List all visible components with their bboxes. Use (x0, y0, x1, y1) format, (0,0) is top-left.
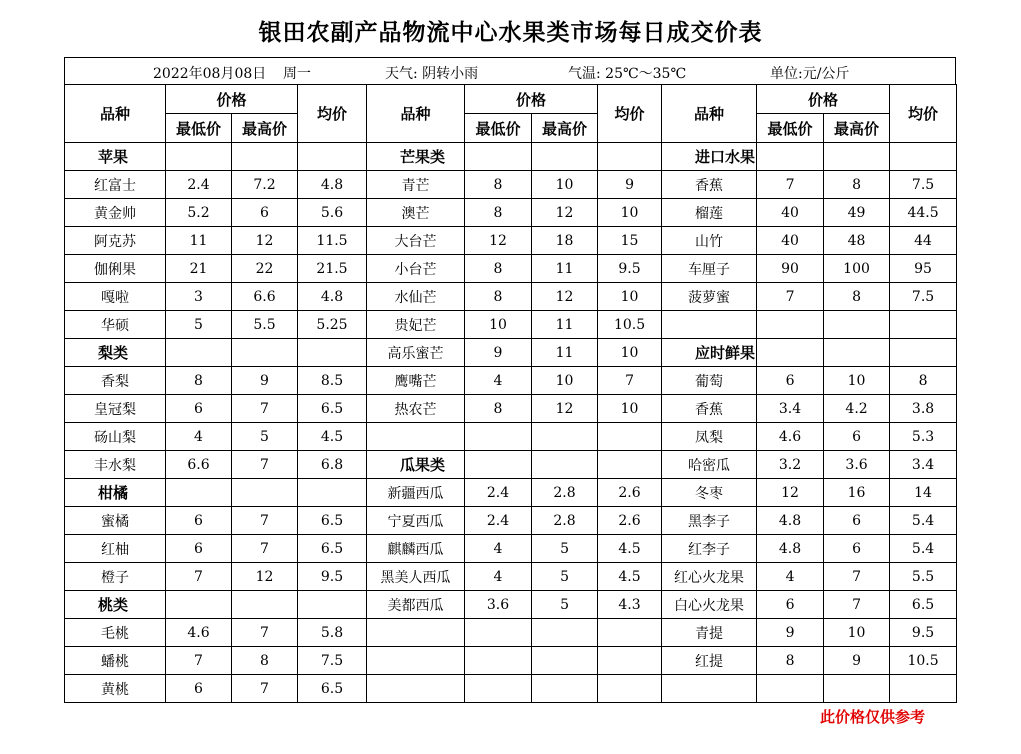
variety-cell: 红李子 (662, 535, 757, 563)
variety-cell: 蟠桃 (65, 647, 166, 675)
max-price-cell: 6 (824, 423, 890, 451)
min-price-cell: 3.6 (465, 591, 532, 619)
min-price-cell: 40 (757, 227, 824, 255)
variety-cell: 葡萄 (662, 367, 757, 395)
variety-cell: 丰水梨 (65, 451, 166, 479)
variety-cell: 鹰嘴芒 (367, 367, 465, 395)
table-row (65, 255, 957, 283)
table-row (65, 619, 957, 647)
max-price-cell: 5 (532, 563, 598, 591)
variety-cell: 橙子 (65, 563, 166, 591)
avg-price-cell (890, 311, 957, 339)
variety-cell: 黑美人西瓜 (367, 563, 465, 591)
avg-price-cell: 5.6 (298, 199, 367, 227)
max-price-cell (824, 339, 890, 367)
min-price-cell: 4 (465, 563, 532, 591)
min-price-cell: 3.2 (757, 451, 824, 479)
category-heading: 桃类 (65, 591, 166, 619)
min-price-cell: 21 (166, 255, 232, 283)
min-price-cell: 8 (465, 283, 532, 311)
min-price-cell (166, 591, 232, 619)
max-price-cell (532, 647, 598, 675)
avg-price-cell: 44 (890, 227, 957, 255)
avg-price-cell: 10.5 (598, 311, 662, 339)
avg-price-cell: 5.3 (890, 423, 957, 451)
min-price-cell (166, 479, 232, 507)
avg-price-cell: 4.3 (598, 591, 662, 619)
max-price-cell: 10 (532, 171, 598, 199)
avg-price-cell: 9.5 (890, 619, 957, 647)
min-price-cell: 7 (757, 283, 824, 311)
avg-price-cell: 6.5 (298, 395, 367, 423)
max-price-cell (532, 423, 598, 451)
category-heading: 进口水果 (662, 143, 757, 171)
min-price-cell: 5.2 (166, 199, 232, 227)
min-price-cell (166, 143, 232, 171)
min-price-cell: 4.8 (757, 507, 824, 535)
avg-price-cell: 15 (598, 227, 662, 255)
avg-price-cell: 7 (598, 367, 662, 395)
variety-cell (367, 619, 465, 647)
avg-price-cell: 6.5 (298, 507, 367, 535)
min-price-cell: 6 (166, 395, 232, 423)
max-price-cell: 7.2 (232, 171, 298, 199)
min-price-cell: 12 (757, 479, 824, 507)
max-price-cell (532, 619, 598, 647)
table-row (65, 283, 957, 311)
min-price-cell (465, 647, 532, 675)
max-price-cell: 100 (824, 255, 890, 283)
min-price-cell: 6 (166, 535, 232, 563)
avg-price-cell: 4.8 (298, 283, 367, 311)
table-row (65, 367, 957, 395)
min-price-cell (757, 143, 824, 171)
max-price-cell (232, 143, 298, 171)
avg-price-cell (298, 339, 367, 367)
avg-price-cell: 8.5 (298, 367, 367, 395)
max-price-cell: 7 (232, 451, 298, 479)
min-price-cell: 12 (465, 227, 532, 255)
variety-cell: 香蕉 (662, 171, 757, 199)
table-row (65, 199, 957, 227)
price-header: 价格 (166, 85, 298, 114)
avg-header: 均价 (598, 85, 662, 143)
variety-cell: 皇冠梨 (65, 395, 166, 423)
max-price-cell: 10 (824, 367, 890, 395)
unit-text: 单位:元/公斤 (770, 66, 850, 82)
weekday-text: 周一 (283, 66, 311, 82)
variety-cell: 冬枣 (662, 479, 757, 507)
min-price-cell: 7 (166, 563, 232, 591)
table-row (65, 563, 957, 591)
max-price-cell: 10 (532, 367, 598, 395)
variety-cell: 红心火龙果 (662, 563, 757, 591)
variety-cell: 砀山梨 (65, 423, 166, 451)
avg-price-cell: 7.5 (298, 647, 367, 675)
avg-price-cell: 6.5 (298, 535, 367, 563)
avg-price-cell (890, 675, 957, 703)
variety-cell: 水仙芒 (367, 283, 465, 311)
min-price-cell (465, 675, 532, 703)
table-row (65, 675, 957, 703)
variety-cell: 伽俐果 (65, 255, 166, 283)
variety-cell: 青芒 (367, 171, 465, 199)
variety-cell: 贵妃芒 (367, 311, 465, 339)
info-bar (64, 57, 956, 85)
min-price-cell (465, 143, 532, 171)
min-price-cell: 6.6 (166, 451, 232, 479)
avg-price-cell: 7.5 (890, 171, 957, 199)
min-price-cell: 6 (166, 507, 232, 535)
avg-price-cell: 5.5 (890, 563, 957, 591)
max-price-cell: 7 (824, 563, 890, 591)
max-price-cell: 48 (824, 227, 890, 255)
avg-price-cell (598, 647, 662, 675)
variety-cell: 热农芒 (367, 395, 465, 423)
min-price-cell: 8 (465, 199, 532, 227)
price-rows (65, 143, 957, 703)
variety-cell: 榴莲 (662, 199, 757, 227)
date-text: 2022年08月08日 (153, 66, 267, 82)
variety-cell: 黑李子 (662, 507, 757, 535)
max-price-cell (232, 339, 298, 367)
max-price-cell: 8 (824, 283, 890, 311)
avg-price-cell: 5.4 (890, 535, 957, 563)
variety-cell: 小台芒 (367, 255, 465, 283)
max-price-cell: 3.6 (824, 451, 890, 479)
min-price-cell: 3.4 (757, 395, 824, 423)
table-row (65, 507, 957, 535)
max-price-cell: 11 (532, 339, 598, 367)
max-price-cell: 16 (824, 479, 890, 507)
min-price-cell (465, 451, 532, 479)
avg-price-cell (298, 479, 367, 507)
max-price-cell: 18 (532, 227, 598, 255)
variety-cell: 宁夏西瓜 (367, 507, 465, 535)
max-price-cell: 12 (232, 563, 298, 591)
min-price-cell: 7 (757, 171, 824, 199)
table-row (65, 647, 957, 675)
avg-price-cell: 10 (598, 339, 662, 367)
variety-cell: 蜜橘 (65, 507, 166, 535)
min-price-cell: 8 (757, 647, 824, 675)
min-price-cell: 8 (465, 255, 532, 283)
max-price-cell: 9 (824, 647, 890, 675)
max-price-cell: 11 (532, 255, 598, 283)
variety-cell: 新疆西瓜 (367, 479, 465, 507)
variety-cell: 华硕 (65, 311, 166, 339)
table-row (65, 451, 957, 479)
min-price-cell: 4 (465, 367, 532, 395)
max-price-header: 最高价 (232, 114, 298, 143)
max-price-cell: 5 (532, 535, 598, 563)
avg-price-cell: 5.8 (298, 619, 367, 647)
variety-cell: 红柚 (65, 535, 166, 563)
avg-price-cell: 4.5 (598, 535, 662, 563)
avg-price-cell: 6.5 (890, 591, 957, 619)
avg-price-cell: 9 (598, 171, 662, 199)
max-price-cell: 6 (824, 535, 890, 563)
variety-cell: 哈密瓜 (662, 451, 757, 479)
max-price-cell (532, 451, 598, 479)
variety-header: 品种 (367, 85, 465, 143)
avg-price-cell: 5.25 (298, 311, 367, 339)
avg-price-cell: 8 (890, 367, 957, 395)
table-row (65, 423, 957, 451)
max-price-cell: 7 (232, 675, 298, 703)
category-heading: 瓜果类 (367, 451, 465, 479)
price-header: 价格 (465, 85, 598, 114)
variety-cell: 车厘子 (662, 255, 757, 283)
max-price-cell (232, 479, 298, 507)
max-price-cell: 11 (532, 311, 598, 339)
variety-cell: 白心火龙果 (662, 591, 757, 619)
max-price-cell: 6 (232, 199, 298, 227)
min-price-cell: 4 (166, 423, 232, 451)
max-price-cell: 2.8 (532, 479, 598, 507)
max-price-cell (232, 591, 298, 619)
avg-price-cell (598, 143, 662, 171)
avg-price-cell: 9.5 (598, 255, 662, 283)
avg-price-cell: 10 (598, 283, 662, 311)
min-price-header: 最低价 (465, 114, 532, 143)
min-price-cell: 8 (166, 367, 232, 395)
max-price-cell: 5 (532, 591, 598, 619)
avg-price-cell: 5.4 (890, 507, 957, 535)
avg-price-cell: 4.5 (298, 423, 367, 451)
temperature-text: 气温: 25℃～35℃ (568, 66, 687, 82)
variety-cell: 山竹 (662, 227, 757, 255)
variety-cell: 澳芒 (367, 199, 465, 227)
variety-cell (367, 423, 465, 451)
avg-price-cell: 3.4 (890, 451, 957, 479)
min-price-header: 最低价 (166, 114, 232, 143)
min-price-cell: 2.4 (465, 479, 532, 507)
max-price-cell: 12 (532, 199, 598, 227)
min-price-cell: 10 (465, 311, 532, 339)
avg-price-cell (598, 675, 662, 703)
max-price-cell: 7 (232, 507, 298, 535)
max-price-cell: 49 (824, 199, 890, 227)
table-row (65, 395, 957, 423)
max-price-header: 最高价 (532, 114, 598, 143)
max-price-cell: 4.2 (824, 395, 890, 423)
variety-cell: 香梨 (65, 367, 166, 395)
max-price-cell: 6 (824, 507, 890, 535)
min-price-cell (757, 339, 824, 367)
avg-price-cell: 3.8 (890, 395, 957, 423)
variety-cell: 阿克苏 (65, 227, 166, 255)
avg-price-cell: 7.5 (890, 283, 957, 311)
max-price-cell: 8 (824, 171, 890, 199)
max-price-cell: 22 (232, 255, 298, 283)
category-heading: 应时鲜果 (662, 339, 757, 367)
min-price-cell: 2.4 (465, 507, 532, 535)
variety-cell: 菠萝蜜 (662, 283, 757, 311)
page-title: 银田农副产品物流中心水果类市场每日成交价表 (258, 19, 763, 46)
variety-cell (662, 675, 757, 703)
max-price-cell: 12 (532, 395, 598, 423)
min-price-header: 最低价 (757, 114, 824, 143)
min-price-cell: 8 (465, 171, 532, 199)
avg-price-cell: 44.5 (890, 199, 957, 227)
table-row (65, 227, 957, 255)
min-price-cell: 4 (757, 563, 824, 591)
table-row (65, 535, 957, 563)
min-price-cell (166, 339, 232, 367)
max-price-cell: 7 (232, 619, 298, 647)
avg-price-cell: 10.5 (890, 647, 957, 675)
min-price-cell (465, 619, 532, 647)
max-price-cell (532, 675, 598, 703)
min-price-cell: 3 (166, 283, 232, 311)
max-price-cell (824, 675, 890, 703)
max-price-cell: 9 (232, 367, 298, 395)
max-price-cell: 2.8 (532, 507, 598, 535)
header-row-bottom (65, 114, 957, 143)
max-price-cell: 8 (232, 647, 298, 675)
avg-price-cell: 6.8 (298, 451, 367, 479)
avg-price-cell (298, 143, 367, 171)
min-price-cell (757, 675, 824, 703)
variety-cell: 高乐蜜芒 (367, 339, 465, 367)
min-price-cell: 4.8 (757, 535, 824, 563)
table-row (65, 171, 957, 199)
avg-price-cell (298, 591, 367, 619)
variety-cell: 凤梨 (662, 423, 757, 451)
max-price-cell: 12 (532, 283, 598, 311)
avg-price-cell: 14 (890, 479, 957, 507)
category-heading: 梨类 (65, 339, 166, 367)
max-price-cell (532, 143, 598, 171)
variety-cell: 黄桃 (65, 675, 166, 703)
avg-price-cell: 10 (598, 199, 662, 227)
min-price-cell: 4.6 (166, 619, 232, 647)
variety-cell (367, 675, 465, 703)
avg-price-cell (890, 143, 957, 171)
avg-price-cell: 4.8 (298, 171, 367, 199)
price-table (64, 84, 957, 703)
avg-price-cell: 6.5 (298, 675, 367, 703)
avg-header: 均价 (890, 85, 957, 143)
variety-cell: 嘎啦 (65, 283, 166, 311)
variety-cell: 黄金帅 (65, 199, 166, 227)
table-row (65, 479, 957, 507)
avg-price-cell (598, 423, 662, 451)
avg-price-cell: 2.6 (598, 479, 662, 507)
avg-price-cell: 9.5 (298, 563, 367, 591)
avg-price-cell: 11.5 (298, 227, 367, 255)
max-price-cell: 5.5 (232, 311, 298, 339)
avg-price-cell: 95 (890, 255, 957, 283)
max-price-cell: 5 (232, 423, 298, 451)
min-price-cell: 4 (465, 535, 532, 563)
avg-price-cell: 2.6 (598, 507, 662, 535)
max-price-cell: 12 (232, 227, 298, 255)
avg-price-cell: 21.5 (298, 255, 367, 283)
max-price-cell (824, 143, 890, 171)
variety-cell: 大台芒 (367, 227, 465, 255)
variety-cell: 红富士 (65, 171, 166, 199)
variety-cell: 红提 (662, 647, 757, 675)
min-price-cell (757, 311, 824, 339)
variety-cell: 毛桃 (65, 619, 166, 647)
avg-price-cell (890, 339, 957, 367)
min-price-cell: 11 (166, 227, 232, 255)
variety-cell: 香蕉 (662, 395, 757, 423)
avg-price-cell (598, 619, 662, 647)
table-row (65, 311, 957, 339)
min-price-cell: 40 (757, 199, 824, 227)
min-price-cell: 8 (465, 395, 532, 423)
max-price-cell: 7 (824, 591, 890, 619)
category-heading: 柑橘 (65, 479, 166, 507)
max-price-cell: 10 (824, 619, 890, 647)
variety-header: 品种 (662, 85, 757, 143)
min-price-cell: 2.4 (166, 171, 232, 199)
avg-price-cell: 4.5 (598, 563, 662, 591)
min-price-cell: 6 (166, 675, 232, 703)
max-price-cell (824, 311, 890, 339)
max-price-cell: 6.6 (232, 283, 298, 311)
max-price-cell: 7 (232, 395, 298, 423)
weather-text: 天气: 阴转小雨 (385, 66, 479, 82)
category-heading: 芒果类 (367, 143, 465, 171)
variety-cell: 麒麟西瓜 (367, 535, 465, 563)
table-row (65, 339, 957, 367)
variety-header: 品种 (65, 85, 166, 143)
table-row (65, 143, 957, 171)
min-price-cell: 7 (166, 647, 232, 675)
category-heading: 苹果 (65, 143, 166, 171)
min-price-cell: 6 (757, 367, 824, 395)
max-price-header: 最高价 (824, 114, 890, 143)
variety-cell (662, 311, 757, 339)
min-price-cell (465, 423, 532, 451)
disclaimer-note: 此价格仅供参考 (820, 708, 926, 726)
max-price-cell: 7 (232, 535, 298, 563)
price-header: 价格 (757, 85, 890, 114)
min-price-cell: 9 (465, 339, 532, 367)
table-row (65, 591, 957, 619)
min-price-cell: 90 (757, 255, 824, 283)
min-price-cell: 5 (166, 311, 232, 339)
min-price-cell: 6 (757, 591, 824, 619)
variety-cell (367, 647, 465, 675)
avg-header: 均价 (298, 85, 367, 143)
min-price-cell: 4.6 (757, 423, 824, 451)
variety-cell: 美都西瓜 (367, 591, 465, 619)
variety-cell: 青提 (662, 619, 757, 647)
min-price-cell: 9 (757, 619, 824, 647)
header-row-top (65, 85, 957, 114)
avg-price-cell (598, 451, 662, 479)
avg-price-cell: 10 (598, 395, 662, 423)
